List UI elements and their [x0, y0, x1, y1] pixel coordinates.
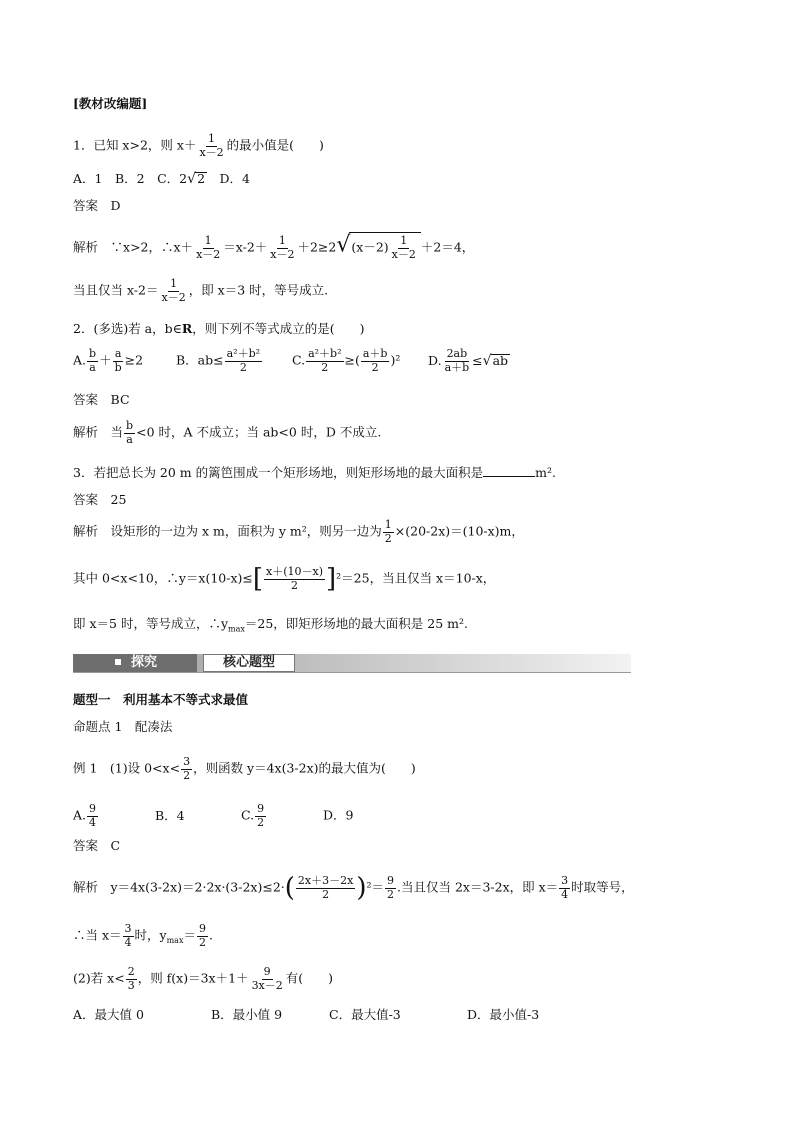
q2-stem-a: 2．(多选)若 a，b∈	[73, 321, 182, 336]
q2-opta-d1: a	[89, 360, 96, 374]
ex1-l2-b: 时，y	[134, 927, 167, 943]
q2-optd-n: 2ab	[446, 347, 468, 360]
q1-sol-rad-a: (x－2)	[351, 239, 389, 255]
q1-sol-radicand	[349, 232, 420, 261]
ex1-opta-n: 9	[89, 802, 97, 815]
solution-label: 解析	[73, 424, 99, 440]
q1-sol-frac2-den: x－2	[270, 247, 295, 261]
ex1-sol-frac	[296, 875, 355, 901]
ex1-stem-a: 例 1 (1)设 0<x<	[73, 760, 181, 776]
ex1-p2-a: (2)若 x<	[73, 970, 125, 986]
ex1-p2-option-c: C．最大值-3	[329, 1007, 401, 1022]
ex1-options	[73, 803, 353, 829]
section-banner	[73, 652, 631, 674]
q1-sol-rad-den: x－2	[391, 247, 416, 261]
ex1-sol-d: 2	[322, 887, 330, 901]
q2-stem-b: ，则下列不等式成立的是( )	[192, 321, 365, 336]
q2-opta-frac2	[113, 348, 124, 374]
ex1-stem-d: 2	[183, 768, 191, 782]
q2-optc-n: a²＋b²	[308, 347, 342, 360]
q2-optd-d: a＋b	[444, 360, 470, 374]
ex1-option-b: B．4	[155, 807, 185, 823]
q2-solution	[73, 420, 381, 446]
square-bullet-icon	[115, 659, 121, 665]
answer-label: 答案	[73, 492, 99, 507]
subtopic-title: 命题点 1 配凑法	[73, 719, 173, 734]
q2-opta-n1: b	[89, 347, 97, 360]
answer-value: C	[110, 838, 121, 853]
q2-optc-mid: ≥(	[344, 352, 360, 368]
right-bracket-icon: ]	[326, 564, 337, 595]
q2-answer	[73, 394, 130, 407]
q2-opta-frac1	[87, 348, 98, 374]
ex1-answer	[73, 840, 120, 853]
q2-option-d	[428, 347, 510, 374]
ex1-p2-n: 2	[127, 965, 135, 978]
q1-sol-frac1-den: x－2	[196, 247, 221, 261]
q3-sol3-sub: max	[228, 624, 245, 634]
q2-optc-d2: 2	[371, 360, 379, 374]
q1-options	[73, 172, 250, 186]
ex1-sol-d2: 2	[387, 887, 394, 901]
ex1-p2-d: 3	[127, 978, 135, 992]
ex1-sol-a: y＝4x(3-2x)＝2·2x·(3-2x)≤2·	[110, 879, 285, 895]
type-title: 题型一 利用基本不等式求最值	[73, 692, 249, 707]
ex1-l2-sub: max	[166, 936, 184, 946]
ex1-sol-c: .当且仅当 2x＝3-2x，即 x＝	[397, 879, 559, 895]
ex1-l2-e: .	[208, 927, 213, 943]
q1-sol-rad-frac	[390, 235, 418, 261]
q2-optd-frac	[443, 348, 472, 374]
ex1-option-d: D．9	[323, 807, 354, 823]
q2-opta-d2: b	[114, 360, 122, 374]
ex1-p2-n2: 9	[263, 965, 271, 978]
ex1-sol-n2: 9	[387, 874, 394, 887]
q1-stem	[73, 133, 324, 159]
sqrt-icon: √	[482, 352, 492, 369]
q2-sol-frac	[124, 420, 135, 446]
q1-optc-radicand: 2	[197, 171, 206, 186]
section-tag: [教材改编题]	[73, 96, 148, 111]
sqrt-icon: √	[187, 171, 197, 187]
q3-sol2-a: 其中 0<x<10，∴y＝x(10-x)≤	[73, 570, 253, 586]
q3-solution-2	[73, 564, 496, 595]
q2-sol-a: 当	[110, 424, 124, 440]
ex1-p2-option-b: B．最小值 9	[211, 1007, 283, 1022]
ex1-solution-2	[73, 923, 213, 949]
q2-sol-n: b	[126, 419, 134, 432]
q2-optc-frac2	[361, 348, 390, 374]
q1-l2-b: ，即 x＝3 时，等号成立.	[188, 282, 329, 298]
q2-option-b	[176, 348, 292, 374]
ex1-sol-b: ²＝	[366, 879, 384, 895]
answer-label: 答案	[73, 838, 99, 853]
ex1-sol-n3: 3	[561, 874, 569, 887]
q1-frac	[197, 133, 225, 159]
ex1-l2-d2: 2	[198, 935, 206, 949]
ex1-p2-frac2	[250, 966, 285, 992]
ex1-sol-e: 时取等号，	[571, 879, 634, 895]
q3-sol1-frac	[383, 519, 394, 545]
q2-opta-label: A.	[73, 352, 87, 368]
q1-sol-a: ∵x>2，∴x＋	[110, 239, 194, 255]
q1-l2-den: x－2	[161, 290, 186, 304]
ex1-optc-n: 9	[257, 802, 265, 815]
q1-stem-b: 的最小值是( )	[226, 137, 324, 153]
answer-blank	[483, 466, 535, 477]
banner-rule	[73, 672, 631, 673]
q1-sol-c: ＋2≥2	[297, 239, 337, 255]
ex1-option-c	[241, 803, 323, 829]
q1-l2-num: 1	[170, 277, 178, 290]
ex1-optc-d: 2	[257, 815, 265, 829]
q3-sol2-b: ²＝25，当且仅当 x＝10-x，	[336, 570, 496, 586]
ex1-opta-d: 4	[89, 815, 97, 829]
q2-opta-n2: a	[114, 347, 122, 360]
ex1-l2-frac2	[197, 923, 208, 949]
q3-sol2-frac	[264, 566, 325, 592]
ex1-optc-label: C.	[241, 807, 255, 823]
ex1-p2-option-a: A．最大值 0	[73, 1007, 144, 1022]
banner-tag1-label: 探究	[131, 655, 158, 670]
ex1-stem	[73, 756, 416, 782]
q3-stem	[73, 466, 556, 480]
banner-tag-explore	[73, 654, 197, 672]
q2-optd-mid: ≤	[472, 352, 483, 368]
ex1-l2-d: 4	[124, 935, 132, 949]
q2-optb-n: a²＋b²	[226, 347, 261, 360]
ex1-optc-frac	[255, 803, 266, 829]
ex1-p2-option-d: D．最小值-3	[467, 1007, 540, 1022]
q2-optc-frac1	[306, 348, 343, 374]
q1-stem-a: 1．已知 x>2，则 x＋	[73, 137, 197, 153]
q1-sol-frac1-num: 1	[204, 234, 212, 247]
ex1-l2-a: ∴当 x＝	[73, 927, 122, 943]
q3-solution-1	[73, 519, 524, 545]
answer-value: 25	[110, 492, 127, 507]
right-paren-icon: )	[356, 873, 367, 904]
ex1-opta-label: A.	[73, 807, 87, 823]
answer-value: BC	[110, 392, 130, 407]
q3-sol3-a: 即 x＝5 时，等号成立，∴y	[73, 616, 229, 631]
ex1-p2-b: ，则 f(x)＝3x＋1＋	[137, 970, 249, 986]
left-paren-icon: (	[284, 873, 295, 904]
left-bracket-icon: [	[252, 564, 264, 595]
ex1-solution	[73, 873, 634, 904]
q2-optc-tail: )²	[390, 352, 401, 368]
q2-option-c	[292, 348, 428, 374]
q3-unit: m².	[535, 465, 556, 480]
q1-solution-line2	[73, 278, 328, 304]
q3-sol1-n: 1	[384, 518, 392, 531]
q3-stem-text: 3．若把总长为 20 m 的篱笆围成一个矩形场地，则矩形场地的最大面积是	[73, 465, 484, 480]
q2-option-a	[73, 348, 176, 374]
ex1-opta-frac	[87, 803, 98, 829]
q1-l2-frac	[159, 278, 187, 304]
q1-sol-b: ＝x-2＋	[223, 239, 268, 255]
ex1-sol-frac2	[385, 875, 396, 901]
ex1-part2-stem	[73, 966, 333, 992]
q1-solution	[73, 232, 474, 261]
q1-sol-rad-num: 1	[400, 234, 408, 247]
q2-opta-plus: ＋	[99, 352, 112, 368]
ex1-stem-b: ，则函数 y＝4x(3-2x)的最大值为( )	[193, 760, 416, 776]
q2-optb-label: B．ab≤	[176, 352, 224, 368]
q2-optd-radicand: ab	[492, 352, 509, 368]
ex1-p2-c: 有( )	[285, 970, 334, 986]
q1-frac-den: x－2	[199, 145, 224, 159]
sqrt-icon: √	[336, 232, 351, 258]
q2-optb-d: 2	[239, 360, 247, 374]
ex1-p2-d2: 3x－2	[251, 978, 283, 992]
q3-sol2-n: x＋(10－x)	[266, 565, 324, 578]
q1-sol-d: ＋2＝4，	[420, 239, 475, 255]
q3-sol1-d: 2	[384, 531, 392, 545]
ex1-l2-n: 3	[124, 922, 132, 935]
q2-stem	[73, 323, 365, 336]
q2-opta-tail: ≥2	[124, 352, 144, 368]
q3-sol3-b: ＝25，即矩形场地的最大面积是 25 m².	[244, 616, 468, 631]
solution-label: 解析	[73, 523, 99, 539]
q3-solution-3	[73, 618, 468, 634]
ex1-l2-c: ＝	[183, 927, 196, 943]
q3-sol1-a: 设矩形的一边为 x m，面积为 y m²，则另一边为	[110, 523, 382, 539]
q2-sol-d: a	[126, 432, 133, 446]
q3-sol2-d: 2	[291, 578, 299, 592]
ex1-sol-n: 2x＋3－2x	[297, 874, 354, 887]
q2-stem-bold: R	[181, 321, 193, 336]
q2-sol-b: <0 时，A 不成立；当 ab<0 时，D 不成立.	[136, 424, 382, 440]
q2-optd-label: D.	[428, 352, 442, 368]
q2-options	[73, 348, 510, 374]
solution-label: 解析	[73, 239, 99, 255]
answer-value: D	[110, 198, 121, 213]
answer-label: 答案	[73, 392, 99, 407]
ex1-sol-frac3	[559, 875, 570, 901]
q1-l2-a: 当且仅当 x-2＝	[73, 282, 159, 298]
ex1-l2-frac	[123, 923, 134, 949]
q1-options-text: A．1 B．2 C．2	[73, 171, 188, 186]
solution-label: 解析	[73, 879, 99, 895]
q3-answer	[73, 494, 126, 507]
ex1-part2-options	[73, 1009, 539, 1022]
banner-tag-core: 核心题型	[203, 654, 295, 672]
ex1-p2-frac	[126, 966, 137, 992]
q2-optc-d: 2	[321, 360, 329, 374]
ex1-stem-n: 3	[183, 755, 191, 768]
ex1-stem-frac	[181, 756, 192, 782]
q1-sol-frac1	[194, 235, 222, 261]
q1-frac-num: 1	[208, 132, 216, 145]
q1-sol-frac2-num: 1	[278, 234, 286, 247]
q2-optc-n2: a＋b	[362, 347, 388, 360]
q1-answer	[73, 200, 121, 213]
q1-optd: D．4	[207, 171, 250, 186]
q3-sol1-b: ×(20-2x)＝(10-x)m，	[394, 523, 524, 539]
answer-label: 答案	[73, 198, 99, 213]
ex1-option-a	[73, 803, 155, 829]
q2-optb-frac	[225, 348, 262, 374]
ex1-l2-n2: 9	[198, 922, 206, 935]
q2-optc-label: C.	[292, 352, 306, 368]
q1-sol-frac2	[268, 235, 296, 261]
ex1-sol-d3: 4	[561, 887, 569, 901]
